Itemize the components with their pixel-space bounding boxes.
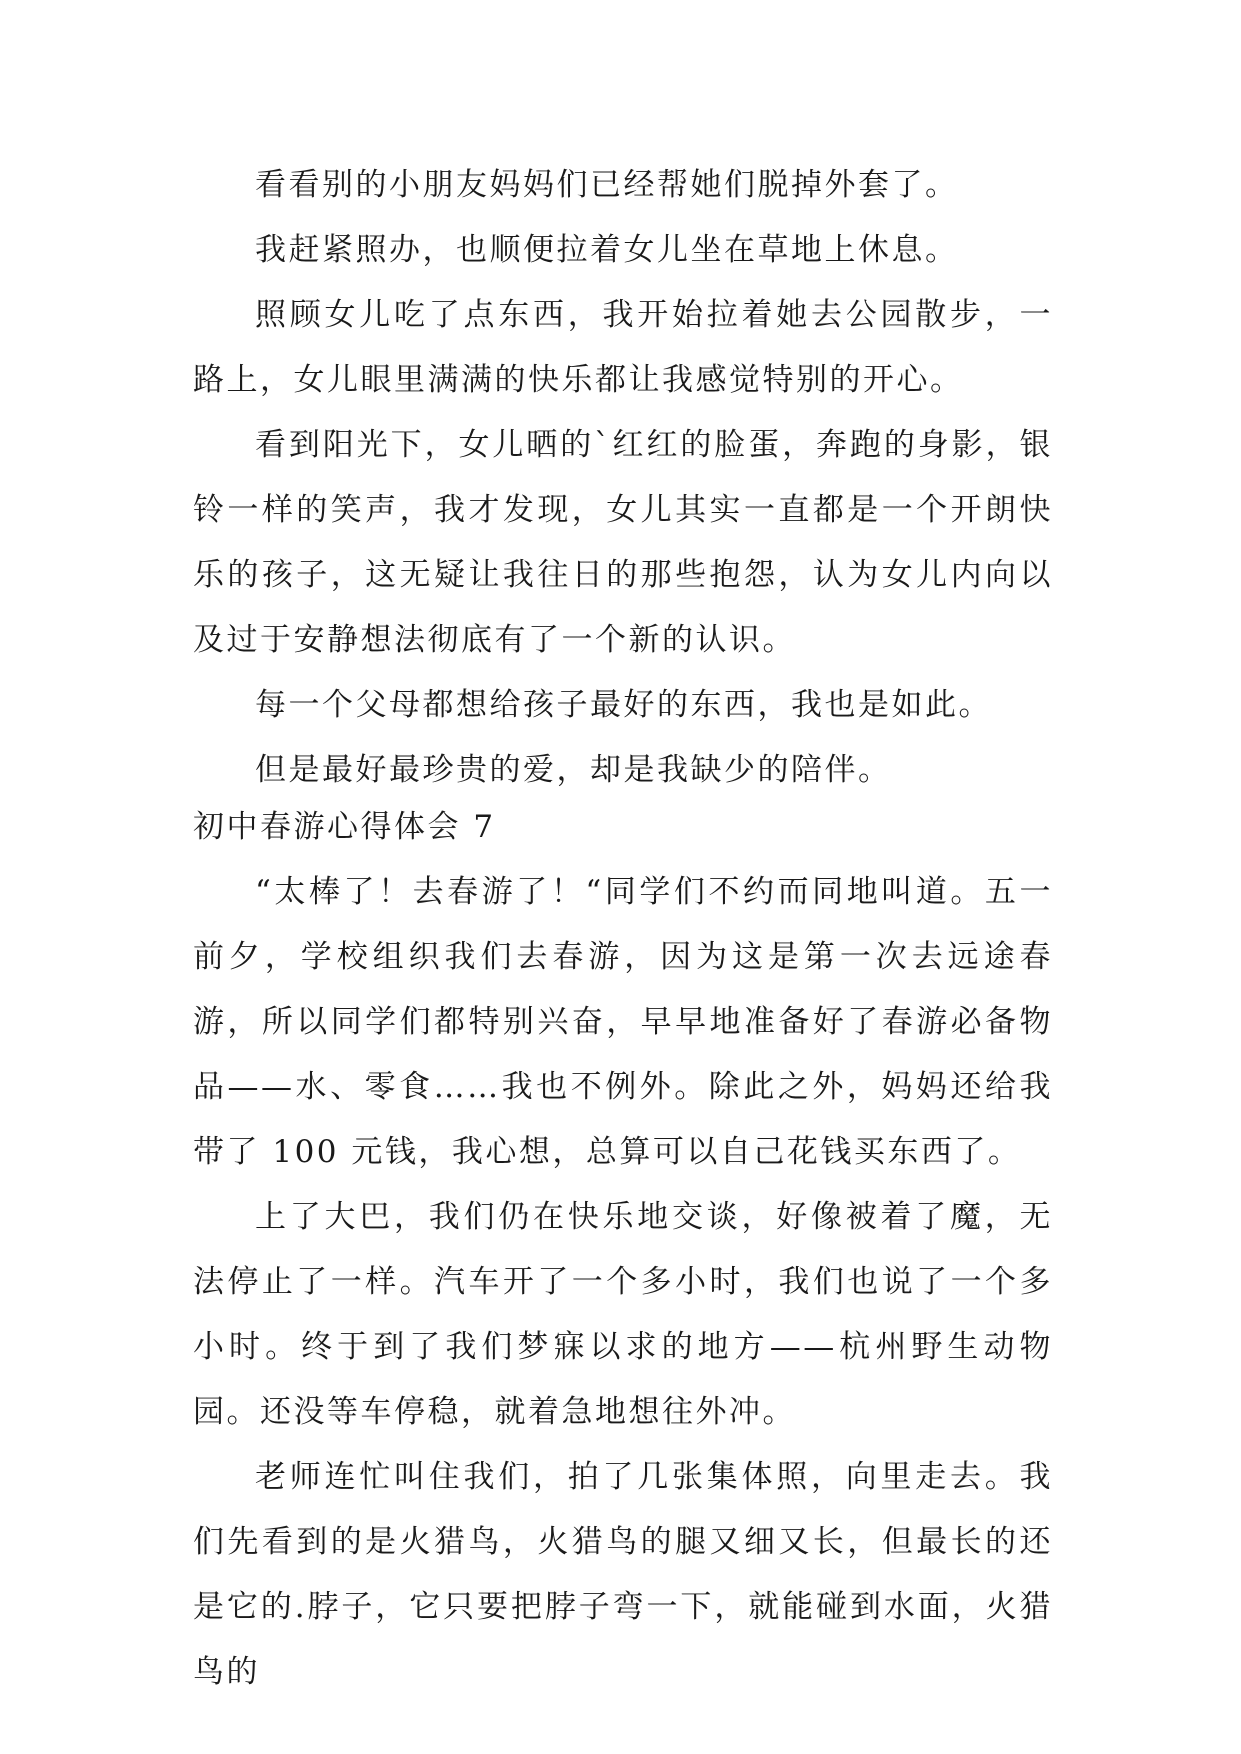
paragraph-7: “太棒了！去春游了！“同学们不约而同地叫道。五一前夕，学校组织我们去春游，因为这是第一次去远途春游，所以同学们都特别兴奋，早早地准备好了春游必备物品——水、零食……我也不例外。除此之外，妈妈还给我带了 100 元钱，我心想，总算可以自己花钱买东西了。 <box>193 874 1053 1170</box>
section-one <box>193 153 1053 803</box>
section-two <box>193 795 1053 1705</box>
paragraph-5: 每一个父母都想给孩子最好的东西，我也是如此。 <box>255 687 992 723</box>
section-heading: 初中春游心得体会 7 <box>193 809 496 845</box>
paragraph-3: 照顾女儿吃了点东西，我开始拉着她去公园散步，一路上，女儿眼里满满的快乐都让我感觉特别的开心。 <box>193 297 1053 398</box>
paragraph-2: 我赶紧照办，也顺便拉着女儿坐在草地上休息。 <box>255 232 959 268</box>
paragraph-9: 老师连忙叫住我们，拍了几张集体照，向里走去。我们先看到的是火猎鸟，火猎鸟的腿又细又长，但最长的还是它的.脖子，它只要把脖子弯一下，就能碰到水面，火猎鸟的 <box>193 1459 1053 1690</box>
paragraph-8: 上了大巴，我们仍在快乐地交谈，好像被着了魔，无法停止了一样。汽车开了一个多小时，我们也说了一个多小时。终于到了我们梦寐以求的地方——杭州野生动物园。还没等车停稳，就着急地想往外冲。 <box>193 1199 1053 1430</box>
paragraph-4: 看到阳光下，女儿晒的`红红的脸蛋，奔跑的身影，银铃一样的笑声，我才发现，女儿其实一直都是一个开朗快乐的孩子，这无疑让我往日的那些抱怨，认为女儿内向以及过于安静想法彻底有了一个新的认识。 <box>193 427 1053 658</box>
paragraph-6: 但是最好最珍贵的爱，却是我缺少的陪伴。 <box>255 752 892 788</box>
paragraph-1: 看看别的小朋友妈妈们已经帮她们脱掉外套了。 <box>255 167 959 203</box>
